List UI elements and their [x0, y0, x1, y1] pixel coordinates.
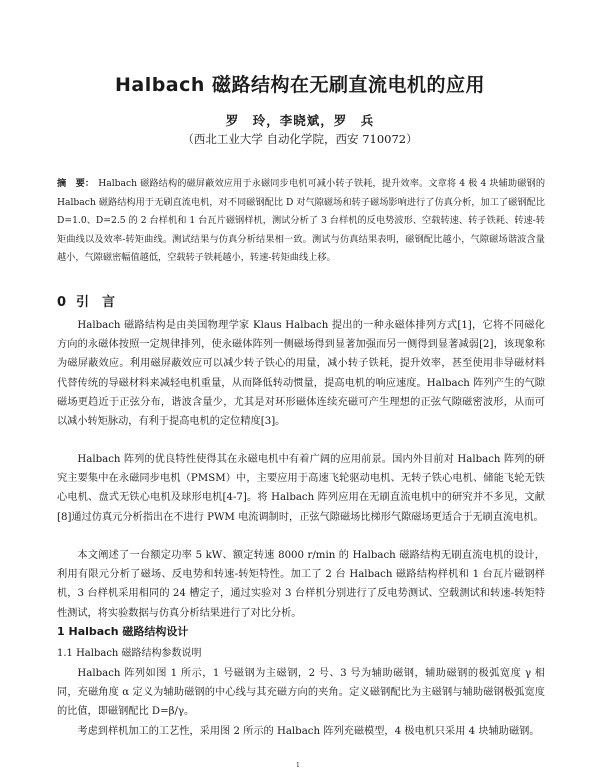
- paper-affiliation: （西北工业大学 自动化学院，西安 710072）: [182, 132, 418, 146]
- paper-title: Halbach 磁路结构在无刷直流电机的应用: [114, 74, 486, 96]
- section-number: 0: [57, 295, 67, 310]
- section-heading-introduction: [57, 291, 115, 310]
- abstract-label: 摘 要：: [57, 178, 95, 189]
- section-title: 引 言: [76, 295, 116, 310]
- page-number: 1: [296, 762, 300, 769]
- subsection-heading-1-1: 1.1 Halbach 磁路结构参数说明: [57, 648, 202, 659]
- paper-authors: 罗 玲，李晓斌，罗 兵: [225, 113, 375, 128]
- intro-paragraph-1: Halbach 磁路结构是由美国物理学家 Klaus Halbach 提出的一种永磁体排列方式[1]，它将不同磁化方向的永磁体按照一定规律排列，使永磁体阵列一侧磁场得到显著加强而另一侧得到显著减弱[2]，该现象称为磁屏蔽效应。利用磁屏蔽效应可以减少转子铁心的用量，减小转子铁耗，提升效率，甚至使用非导磁材料代替传统的导磁材料来减轻电机重量，从而降低转动惯量，提高电机的响应速度。Halbach 阵列产生的气隙磁场更趋近于正弦分布，谐波含量少，尤其是对环形磁体连续充磁可产生理想的正弦气隙磁密波形，从而可以减小转矩脉动，有利于提高电机的定位精度[3]。: [57, 320, 545, 428]
- section1-paragraph-1: Halbach 阵列如图 1 所示，1 号磁钢为主磁钢，2 号、3 号为辅助磁钢，辅助磁钢的极弧宽度 γ 相同，充磁角度 α 定义为辅助磁钢的中心线与其充磁方向的夹角。定义磁钢配比为主磁钢与辅助磁钢极弧宽度的比值，即磁钢配比 D=β/γ。: [57, 668, 545, 718]
- abstract-text: Halbach 磁路结构的磁屏蔽效应用于永磁同步电机可减小转子铁耗，提升效率。文章将 4 极 4 块辅助磁钢的 Halbach 磁路结构用于无刷直流电机，对不同磁钢配比 D 对气隙磁场和转子磁场影响进行了仿真分析，加工了磁钢配比 D=1.0、D=2.5 的 2 台样机和 1 台瓦片磁钢样机，测试分析了 3 台样机的反电势波形、空载转速、转子铁耗、转速-转矩曲线以及效率-转矩曲线。测试结果与仿真分析结果相一致。测试与仿真结果表明，磁钢配比越小，气隙磁场谐波含量越小，气隙磁密幅值越低，空载转子铁耗越小，转速-转矩曲线上移。: [57, 178, 546, 263]
- intro-paragraph-3: 本文阐述了一台额定功率 5 kW、额定转速 8000 r/min 的 Halbach 磁路结构无刷直流电机的设计，利用有限元分析了磁场、反电势和转速-转矩特性。加工了 2 台 Halbach 磁路结构样机和 1 台瓦片磁钢样机，3 台样机采用相同的 24 槽定子，通过实验对 3 台样机分别进行了反电势测试、空载测试和转速-转矩特性测试，将实验数据与仿真分析结果进行了对比分析。: [57, 550, 545, 619]
- section-heading-1: 1 Halbach 磁路结构设计: [57, 625, 189, 638]
- intro-paragraph-2: Halbach 阵列的优良特性使得其在永磁电机中有着广阔的应用前景。国内外目前对 Halbach 阵列的研究主要集中在永磁同步电机（PMSM）中，主要应用于高速飞轮驱动电机、无转子铁心电机、储能飞轮无铁心电机、盘式无铁心电机及球形电机[4-7]。将 Halbach 阵列应用在无刷直流电机中的研究并不多见，文献[8]通过仿真元分析指出在不进行 PWM 电流调制时，正弦气隙磁场比梯形气隙磁场更适合于无刷直流电机。: [57, 454, 545, 523]
- section1-paragraph-2: 考虑到样机加工的工艺性，采用图 2 所示的 Halbach 阵列充磁模型，4 极电机只采用 4 块辅助磁钢。: [77, 726, 540, 737]
- abstract: [57, 175, 545, 268]
